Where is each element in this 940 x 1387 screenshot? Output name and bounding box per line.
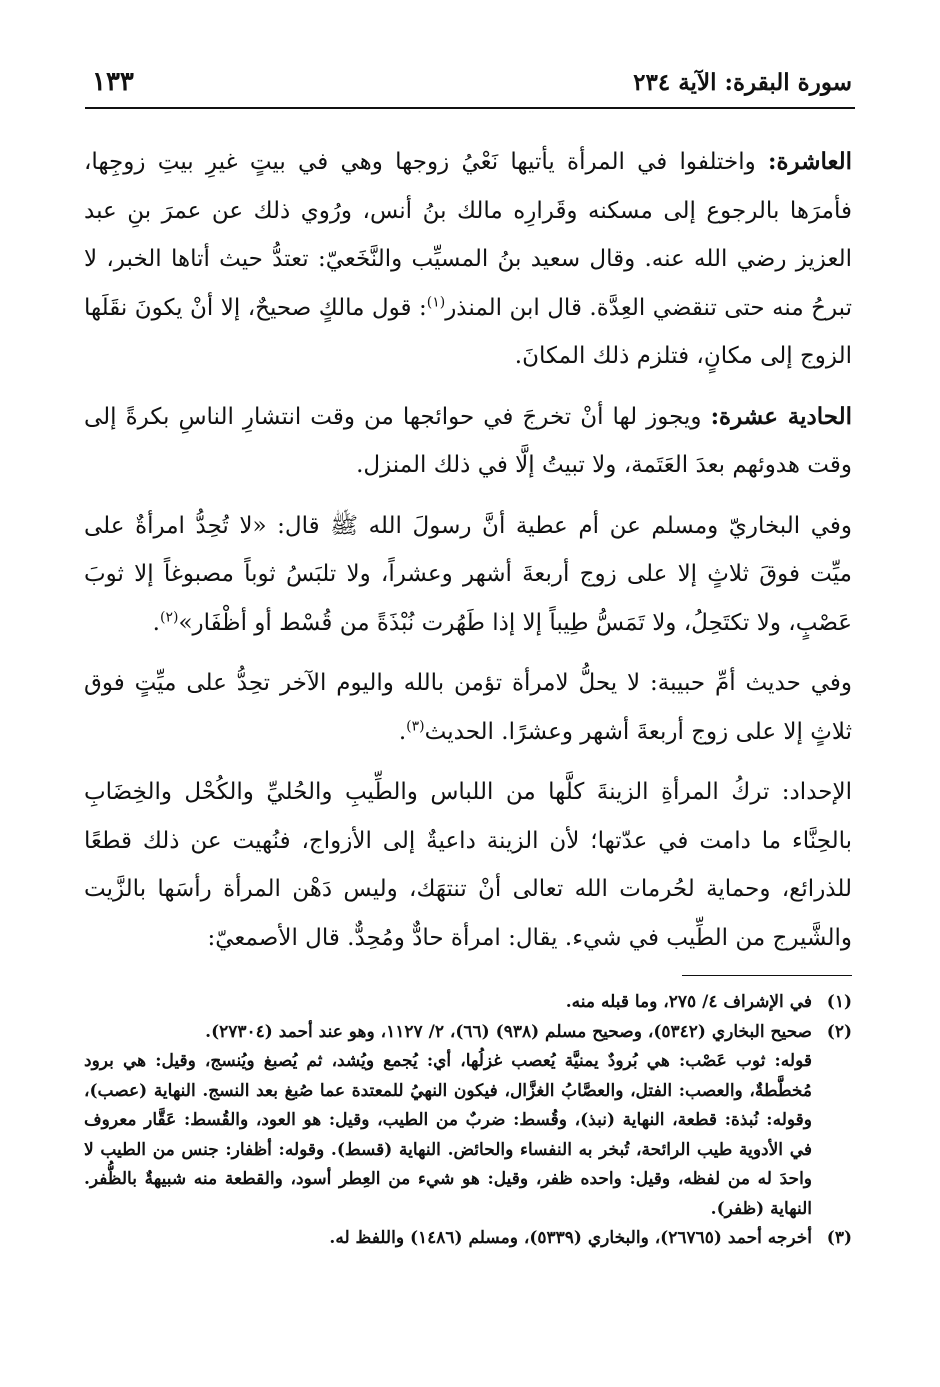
paragraph-lead: الحادية عشرة:	[710, 402, 852, 430]
paragraph-1	[84, 138, 852, 381]
footnote-text: أخرجه أحمد (٢٦٧٦٥)، والبخاري (٥٣٣٩)، ومسلم (١٤٨٦) واللفظ له.	[329, 1228, 812, 1248]
footnote-ref[interactable]: (١)	[426, 293, 446, 310]
paragraph-3	[84, 502, 852, 648]
footnote-rule	[682, 975, 852, 976]
footnote-ref[interactable]: (٣)	[406, 717, 425, 734]
page-number: ١٣٣	[92, 67, 134, 97]
paragraph-tail: : قول مالكٍ صحيحٌ، إلا أنْ يكونَ نقَلَها الزوج إلى مكانٍ، فتلزم ذلك المكانَ.	[84, 294, 852, 369]
page-header	[92, 62, 852, 102]
paragraph-text: واختلفوا في المرأة يأتيها نَعْيُ زوجها وهي في بيتٍ غيرِ بيتِ زوجِها، فأمرَها بالرجوع إلى مسكنه وقَرارِه مالك بنُ أنس، ورُوي ذلك عن عمرَ بنِ عبد العزيز رضي الله عنه. وقال سعيد بنُ المسيِّب والنَّخَعيّ: تعتدُّ حيث أتاها الخبر، لا تبرحُ منه حتى تنقضي العِدَّة. قال ابن المنذر	[84, 149, 853, 321]
paragraph-text: ويجوز لها أنْ تخرجَ في حوائجها من وقت انتشارِ الناسِ بكرةً إلى وقت هدوئهم بعدَ العَتَمة، ولا تبيتُ إلَّا في ذلك المنزل.	[84, 403, 852, 478]
paragraph-text: وفي البخاريّ ومسلم عن أم عطية أنَّ رسولَ الله ﷺ قال: «لا تُحِدُّ امرأةٌ على ميِّت فوقَ ثلاثٍ إلا على زوج أربعةَ أشهر وعشراً، ولا تلبَسُ ثوباً مصبوغاً إلا ثوبَ عَصْبٍ، ولا تكتَحِلُ، ولا تَمَسُّ طِيباً إلا إذا طَهُرت نُبْذَةً من قُسْط أو أظْفَار»	[84, 512, 852, 636]
footnote-number: (١)	[826, 992, 852, 1012]
main-text	[84, 138, 852, 974]
footnote-1	[84, 988, 852, 1018]
footnote-number: (٢)	[826, 1021, 852, 1042]
paragraph-4	[84, 659, 852, 756]
paragraph-text: وفي حديث أمِّ حبيبة: لا يحلُّ لامرأة تؤمن بالله واليوم الآخر تحِدُّ على ميِّتٍ فوق ثلاثٍ إلا على زوج أربعةَ أشهر وعشرًا. الحديث	[84, 670, 852, 745]
footnote-2-commentary: قوله: ثوب عَصْب: هي بُرودٌ يمنيَّة يُعصب غزلُها، أي: يُجمع ويُشد، ثم يُصبغ ويُنسج، وقيل: هي برود مُخطَّطةٌ، والعصب: الفتل، والعصَّابُ الغزَّال، فيكون النهيُ للمعتدة عما صُبغ بعد النسج. النهاية (عصب)، وقوله: نُبذة: قطعة، النهاية (نبذ)، وقُسط: ضربٌ من الطيب، وقيل: هو العود، والقُسط: عَقَّار معروف في الأدوية طيب الرائحة، تُبخر به النفساء والحائض. النهاية (قسط). وقوله: أظفار: جنس من الطيب لا واحدَ له من لفظه، وقيل: واحده ظفر، وقيل: هو شيء من العِطر أسود، والقطعة منه شبيهةٌ بالظُّفر. النهاية (ظفر).	[84, 1051, 812, 1219]
paragraph-5	[84, 768, 852, 962]
footnotes	[84, 988, 852, 1254]
footnote-text: في الإشراف ٤/ ٢٧٥، وما قبله منه.	[565, 992, 812, 1012]
header-rule	[85, 107, 855, 109]
footnote-ref[interactable]: (٢)	[159, 608, 179, 625]
footnote-text: صحيح البخاري (٥٣٤٢)، وصحيح مسلم (٩٣٨) (٦٦)، ٢/ ١١٢٧، وهو عند أحمد (٢٧٣٠٤).	[205, 1021, 812, 1042]
paragraph-tail: .	[398, 718, 407, 745]
paragraph-tail: .	[152, 609, 160, 636]
footnote-number: (٣)	[826, 1228, 852, 1248]
running-title: سورة البقرة: الآية ٢٣٤	[633, 68, 852, 96]
footnote-3	[84, 1224, 852, 1254]
paragraph-2	[84, 393, 852, 490]
paragraph-lead: العاشرة:	[767, 148, 852, 175]
paragraph-text: الإحداد: تركُ المرأةِ الزينةَ كلَّها من اللباس والطِّيبِ والحُليِّ والكُحْل والخِضَابِ بالحِنَّاء ما دامت في عدّتها؛ لأن الزينة داعيةٌ إلى الأزواج، فنُهيت عن ذلك قطعًا للذرائع، وحماية لحُرمات الله تعالى أنْ تنتهَك، وليس دَهْن المرأة رأسَها بالزَّيت والشَّيرج من الطِّيب في شيء. يقال: امرأة حادٌّ ومُحِدٌّ. قال الأصمعيّ:	[84, 779, 852, 951]
footnote-2	[84, 1018, 852, 1048]
